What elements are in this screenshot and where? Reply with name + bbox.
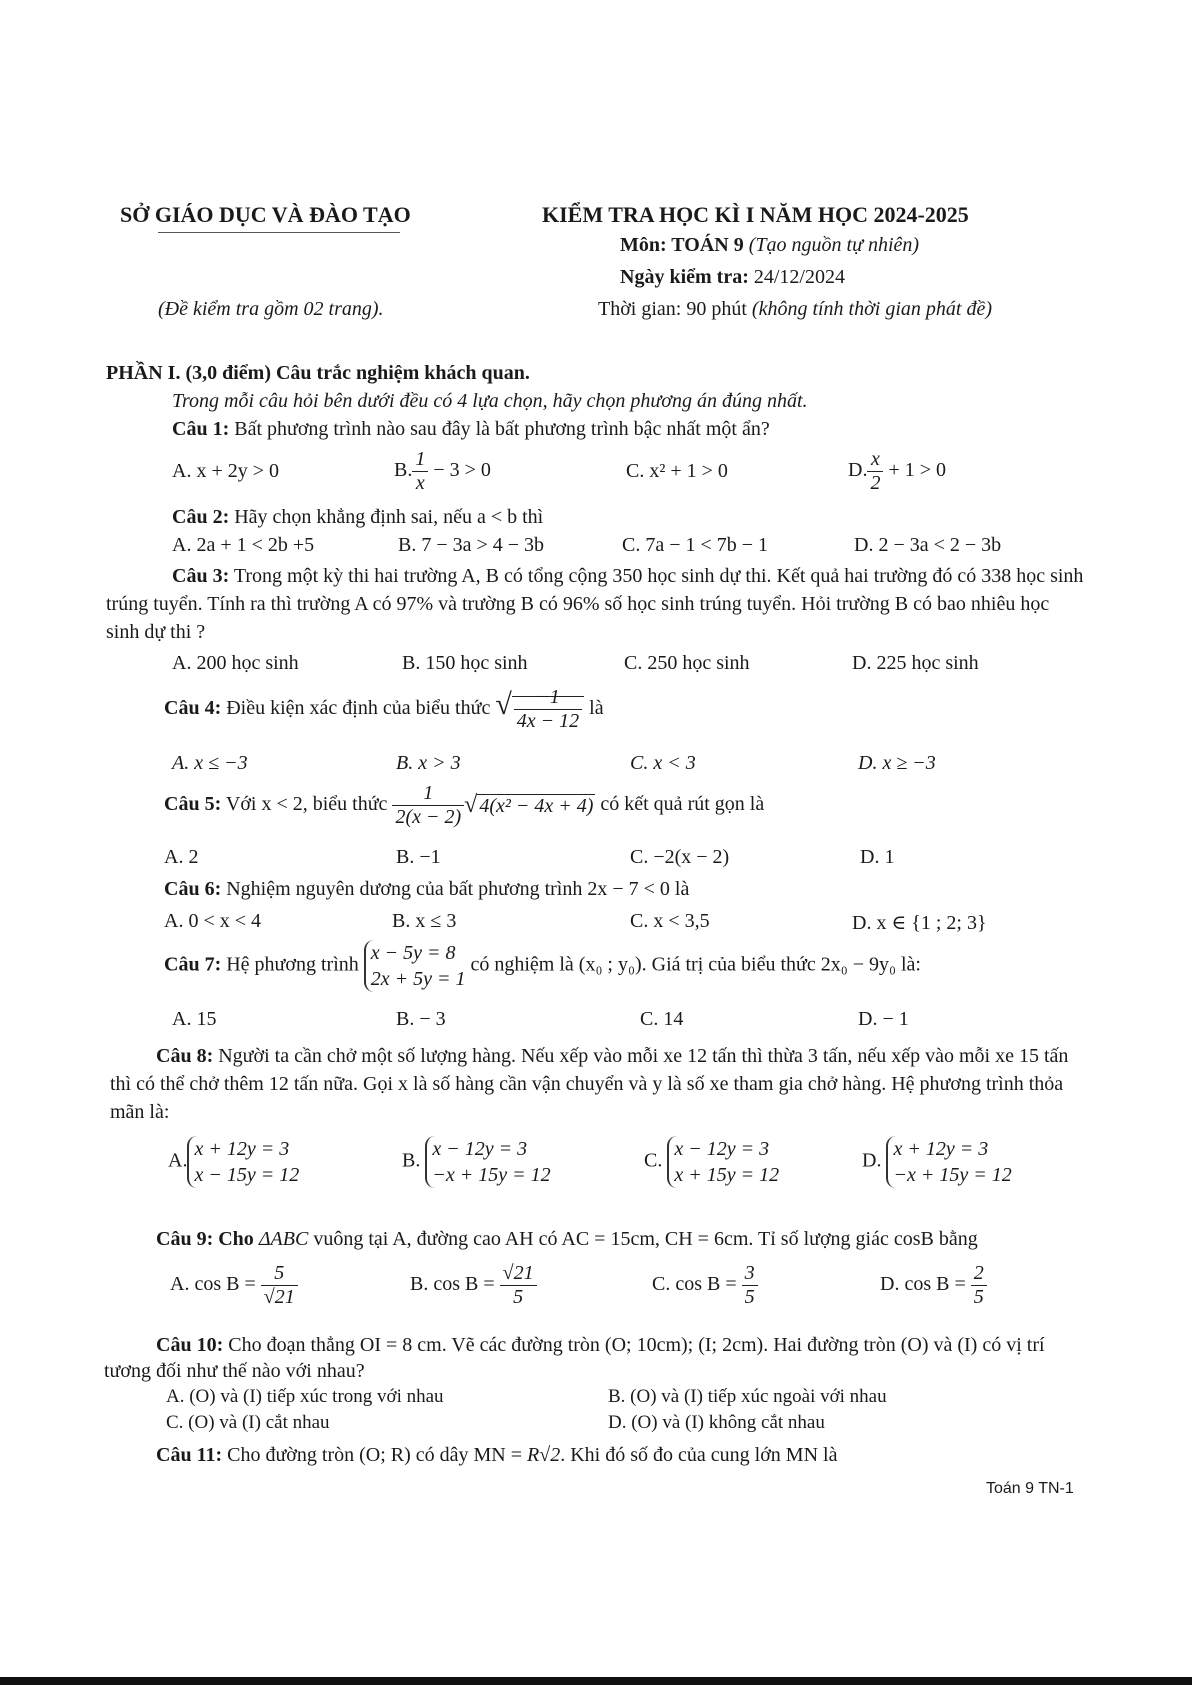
q8-b-system xyxy=(425,1136,550,1188)
q6-option-b: B. x ≤ 3 xyxy=(392,910,457,932)
q8-c-eq2: x + 15y = 12 xyxy=(674,1164,780,1186)
q5-num: 1 xyxy=(423,782,434,804)
q8-b-eq1: x − 12y = 3 xyxy=(432,1138,528,1160)
q2-option-b: B. 7 − 3a > 4 − 3b xyxy=(398,534,545,556)
q1-d-prefix: D. xyxy=(848,459,868,482)
q8-a-prefix: A. xyxy=(168,1149,188,1172)
q11-tail: . Khi đó số đo của cung lớn MN là xyxy=(560,1444,838,1466)
q6-label: Câu 6: xyxy=(164,878,222,900)
q3-option-d: D. 225 học sinh xyxy=(852,652,979,674)
q5-fraction xyxy=(392,782,464,829)
q8-d-eq1: x + 12y = 3 xyxy=(893,1138,989,1160)
q3-option-c: C. 250 học sinh xyxy=(624,652,750,674)
q9-option-c xyxy=(652,1262,758,1309)
q9-d-den: 5 xyxy=(971,1285,987,1309)
q7-stem xyxy=(164,940,921,992)
q9-a-fraction xyxy=(261,1262,298,1309)
q1-option-d xyxy=(848,448,946,495)
q5-den: 2(x − 2) xyxy=(392,805,464,829)
exam-date-line xyxy=(620,266,845,289)
q9-c-fraction xyxy=(742,1262,758,1309)
scan-bottom-edge xyxy=(0,1677,1192,1685)
q8-c-prefix: C. xyxy=(644,1149,663,1172)
q8-a-system xyxy=(187,1136,299,1188)
q8-d-eq2: −x + 15y = 12 xyxy=(893,1164,1012,1186)
q8-a-eq1: x + 12y = 3 xyxy=(194,1138,290,1160)
q4-label: Câu 4: xyxy=(164,697,222,720)
q9-c-num: 3 xyxy=(744,1262,755,1284)
q4-option-a: A. x ≤ −3 xyxy=(172,752,248,774)
q4-option-d: D. x ≥ −3 xyxy=(858,752,936,774)
q1-text: Bất phương trình nào sau đây là bất phương trình bậc nhất một ẩn? xyxy=(234,418,770,440)
q4-radicand xyxy=(512,686,584,732)
q8-c-system xyxy=(667,1136,779,1188)
q4-text: Điều kiện xác định của biểu thức xyxy=(226,697,491,720)
q8-option-c xyxy=(644,1136,779,1188)
q8-label: Câu 8: xyxy=(156,1045,214,1067)
q1-option-b xyxy=(394,448,491,495)
q5-tail: có kết quả rút gọn là xyxy=(600,793,765,816)
q10-text: Cho đoạn thẳng OI = 8 cm. Vẽ các đường tròn (O; 10cm); (I; 2cm). Hai đường tròn (O) và (I) có vị trí tương đối như thế nào với nhau? xyxy=(104,1334,1045,1382)
q9-d-num: 2 xyxy=(973,1262,984,1284)
q3-option-b: B. 150 học sinh xyxy=(402,652,528,674)
q1-option-a: A. x + 2y > 0 xyxy=(172,460,280,482)
q5-radicand: 4(x² − 4x + 4) xyxy=(479,795,594,817)
q1-b-fraction xyxy=(412,448,428,495)
q5-option-b: B. −1 xyxy=(396,846,441,868)
q5-stem xyxy=(164,782,764,829)
q8-d-prefix: D. xyxy=(862,1149,882,1172)
q5-text: Với x < 2, biểu thức xyxy=(225,793,388,816)
q6-option-c: C. x < 3,5 xyxy=(630,910,710,932)
q4-option-b: B. x > 3 xyxy=(396,752,461,774)
q10-option-c: C. (O) và (I) cắt nhau xyxy=(166,1412,330,1433)
subject-label: Môn: TOÁN 9 xyxy=(620,234,744,256)
page-code: Toán 9 TN-1 xyxy=(986,1480,1074,1497)
q7-eq2: 2x + 5y = 1 xyxy=(370,968,466,990)
q8-stem xyxy=(110,1042,1086,1126)
q9-triangle: ΔABC xyxy=(258,1228,309,1250)
q7-option-d: D. − 1 xyxy=(858,1008,909,1030)
q2-text: Hãy chọn khẳng định sai, nếu a < b thì xyxy=(234,506,544,528)
time-line xyxy=(598,298,992,321)
q10-option-b: B. (O) và (I) tiếp xúc ngoài với nhau xyxy=(608,1386,887,1407)
q8-d-system xyxy=(886,1136,1011,1188)
q9-label: Câu 9: xyxy=(156,1228,214,1250)
q9-a-prefix: A. cos B = xyxy=(170,1273,256,1296)
q7-text: Hệ phương trình xyxy=(226,953,359,976)
time-note: (không tính thời gian phát đề) xyxy=(751,298,992,320)
q2-option-a: A. 2a + 1 < 2b +5 xyxy=(172,534,315,556)
q9-b-den: 5 xyxy=(500,1285,537,1309)
q9-option-d xyxy=(880,1262,987,1309)
q7-option-a: A. 15 xyxy=(172,1008,217,1030)
q9-cho: Cho xyxy=(218,1228,254,1250)
q1-b-prefix: B. xyxy=(394,459,413,482)
q6-text: Nghiệm nguyên dương của bất phương trình 2x − 7 < 0 là xyxy=(226,878,690,900)
q9-b-fraction xyxy=(500,1262,537,1309)
q4-fraction xyxy=(514,686,582,733)
q7-eq1: x − 5y = 8 xyxy=(370,942,456,964)
q9-option-b xyxy=(410,1262,537,1309)
q7-option-b: B. − 3 xyxy=(396,1008,446,1030)
q1-b-suffix: − 3 > 0 xyxy=(433,459,491,482)
q4-stem xyxy=(164,686,604,733)
q9-d-prefix: D. cos B = xyxy=(880,1273,966,1296)
q9-d-fraction xyxy=(971,1262,987,1309)
q3-option-a: A. 200 học sinh xyxy=(172,652,299,674)
q1-stem xyxy=(172,418,770,441)
q4-sqrt: √ $\frac{-1}{4x - 12}$ xyxy=(495,686,584,733)
pages-note: (Đề kiểm tra gồm 02 trang). xyxy=(158,298,384,320)
q9-text: vuông tại A, đường cao AH có AC = 15cm, CH = 6cm. Tỉ số lượng giác cosB bằng xyxy=(313,1228,978,1250)
part1-instruction: Trong mỗi câu hỏi bên dưới đều có 4 lựa chọn, hãy chọn phương án đúng nhất. xyxy=(172,390,808,412)
q1-b-den: x xyxy=(412,471,428,495)
q9-c-prefix: C. cos B = xyxy=(652,1273,737,1296)
part1-title: PHẦN I. (3,0 điểm) Câu trắc nghiệm khách quan. xyxy=(106,362,530,384)
q1-d-fraction xyxy=(867,448,883,495)
q5-option-a: A. 2 xyxy=(164,846,199,868)
q11-stem xyxy=(156,1444,837,1467)
q3-stem xyxy=(106,562,1086,646)
q3-text: Trong một kỳ thi hai trường A, B có tổng cộng 350 học sinh dự thi. Kết quả hai trường đó có 338 học sinh trúng tuyển. Tính ra thì trường A có 97% và trường B có 96% số học sinh trúng tuyển. Hỏi trường B có bao nhiêu học sinh dự thi ? xyxy=(106,565,1084,643)
q9-stem xyxy=(156,1228,978,1251)
q7-tail: có nghiệm là (x₀ ; y₀). Giá trị của biểu thức 2x₀ − 9y₀ là: xyxy=(470,953,921,976)
q7-option-c: C. 14 xyxy=(640,1008,684,1030)
q10-label: Câu 10: xyxy=(156,1334,224,1356)
q8-option-b xyxy=(402,1136,551,1188)
q1-b-num: 1 xyxy=(415,448,426,470)
q9-a-num: 5 xyxy=(274,1262,285,1284)
q5-option-c: C. −2(x − 2) xyxy=(630,846,730,868)
q11-radical: R√2 xyxy=(527,1444,561,1466)
q5-sqrt: √ 4(x² − 4x + 4) xyxy=(464,792,594,818)
q4-option-c: C. x < 3 xyxy=(630,752,696,774)
subject-line xyxy=(620,234,919,257)
q2-option-c: C. 7a − 1 < 7b − 1 xyxy=(622,534,769,556)
q9-a-den: √21 xyxy=(261,1285,298,1309)
q6-option-d: D. x ∈ {1 ; 2; 3} xyxy=(852,912,987,934)
q4-den: 4x − 12 xyxy=(514,709,582,733)
q9-option-a xyxy=(170,1262,298,1309)
exam-title: KIỂM TRA HỌC KÌ I NĂM HỌC 2024-2025 xyxy=(542,202,969,227)
q1-d-den: 2 xyxy=(867,471,883,495)
q6-option-a: A. 0 < x < 4 xyxy=(164,910,262,932)
q8-option-a xyxy=(168,1136,299,1188)
q6-stem xyxy=(164,878,689,901)
department-name: SỞ GIÁO DỤC VÀ ĐÀO TẠO xyxy=(120,202,411,227)
q9-b-prefix: B. cos B = xyxy=(410,1273,495,1296)
q8-c-eq1: x − 12y = 3 xyxy=(674,1138,770,1160)
date-label: Ngày kiểm tra: xyxy=(620,266,749,288)
q2-stem xyxy=(172,506,543,529)
q8-b-prefix: B. xyxy=(402,1149,421,1172)
q7-system xyxy=(364,940,466,992)
subject-note: (Tạo nguồn tự nhiên) xyxy=(748,234,920,256)
department-underline xyxy=(158,232,400,233)
q3-label: Câu 3: xyxy=(172,565,230,587)
q4-tail: là xyxy=(589,697,604,720)
q8-option-d xyxy=(862,1136,1012,1188)
q1-option-c: C. x² + 1 > 0 xyxy=(626,460,728,482)
q10-option-d: D. (O) và (I) không cắt nhau xyxy=(608,1412,825,1433)
q4-num: −1 xyxy=(536,686,560,708)
date-value: 24/12/2024 xyxy=(753,266,845,288)
q7-label: Câu 7: xyxy=(164,953,222,976)
q9-b-num: √21 xyxy=(502,1262,534,1284)
q5-label: Câu 5: xyxy=(164,793,222,816)
q2-option-d: D. 2 − 3a < 2 − 3b xyxy=(854,534,1002,556)
q1-label: Câu 1: xyxy=(172,418,230,440)
q5-option-d: D. 1 xyxy=(860,846,895,868)
q10-option-a: A. (O) và (I) tiếp xúc trong với nhau xyxy=(166,1386,444,1407)
q1-d-num: x xyxy=(871,448,880,470)
q2-label: Câu 2: xyxy=(172,506,230,528)
q8-text: Người ta cần chở một số lượng hàng. Nếu xếp vào mỗi xe 12 tấn thì thừa 3 tấn, nếu xếp vào mỗi xe 15 tấn thì có thể chở thêm 12 tấn nữa. Gọi x là số hàng cần vận chuyển và y là số xe tham gia chở hàng. Hệ phương trình thỏa mãn là: xyxy=(110,1045,1069,1123)
q10-stem xyxy=(104,1332,1086,1384)
q1-d-suffix: + 1 > 0 xyxy=(888,459,947,482)
q11-label: Câu 11: xyxy=(156,1444,223,1466)
q8-b-eq2: −x + 15y = 12 xyxy=(432,1164,551,1186)
q8-a-eq2: x − 15y = 12 xyxy=(194,1164,300,1186)
q9-c-den: 5 xyxy=(742,1285,758,1309)
time-label: Thời gian: 90 phút xyxy=(598,298,747,320)
q11-text: Cho đường tròn (O; R) có dây MN = xyxy=(227,1444,523,1466)
